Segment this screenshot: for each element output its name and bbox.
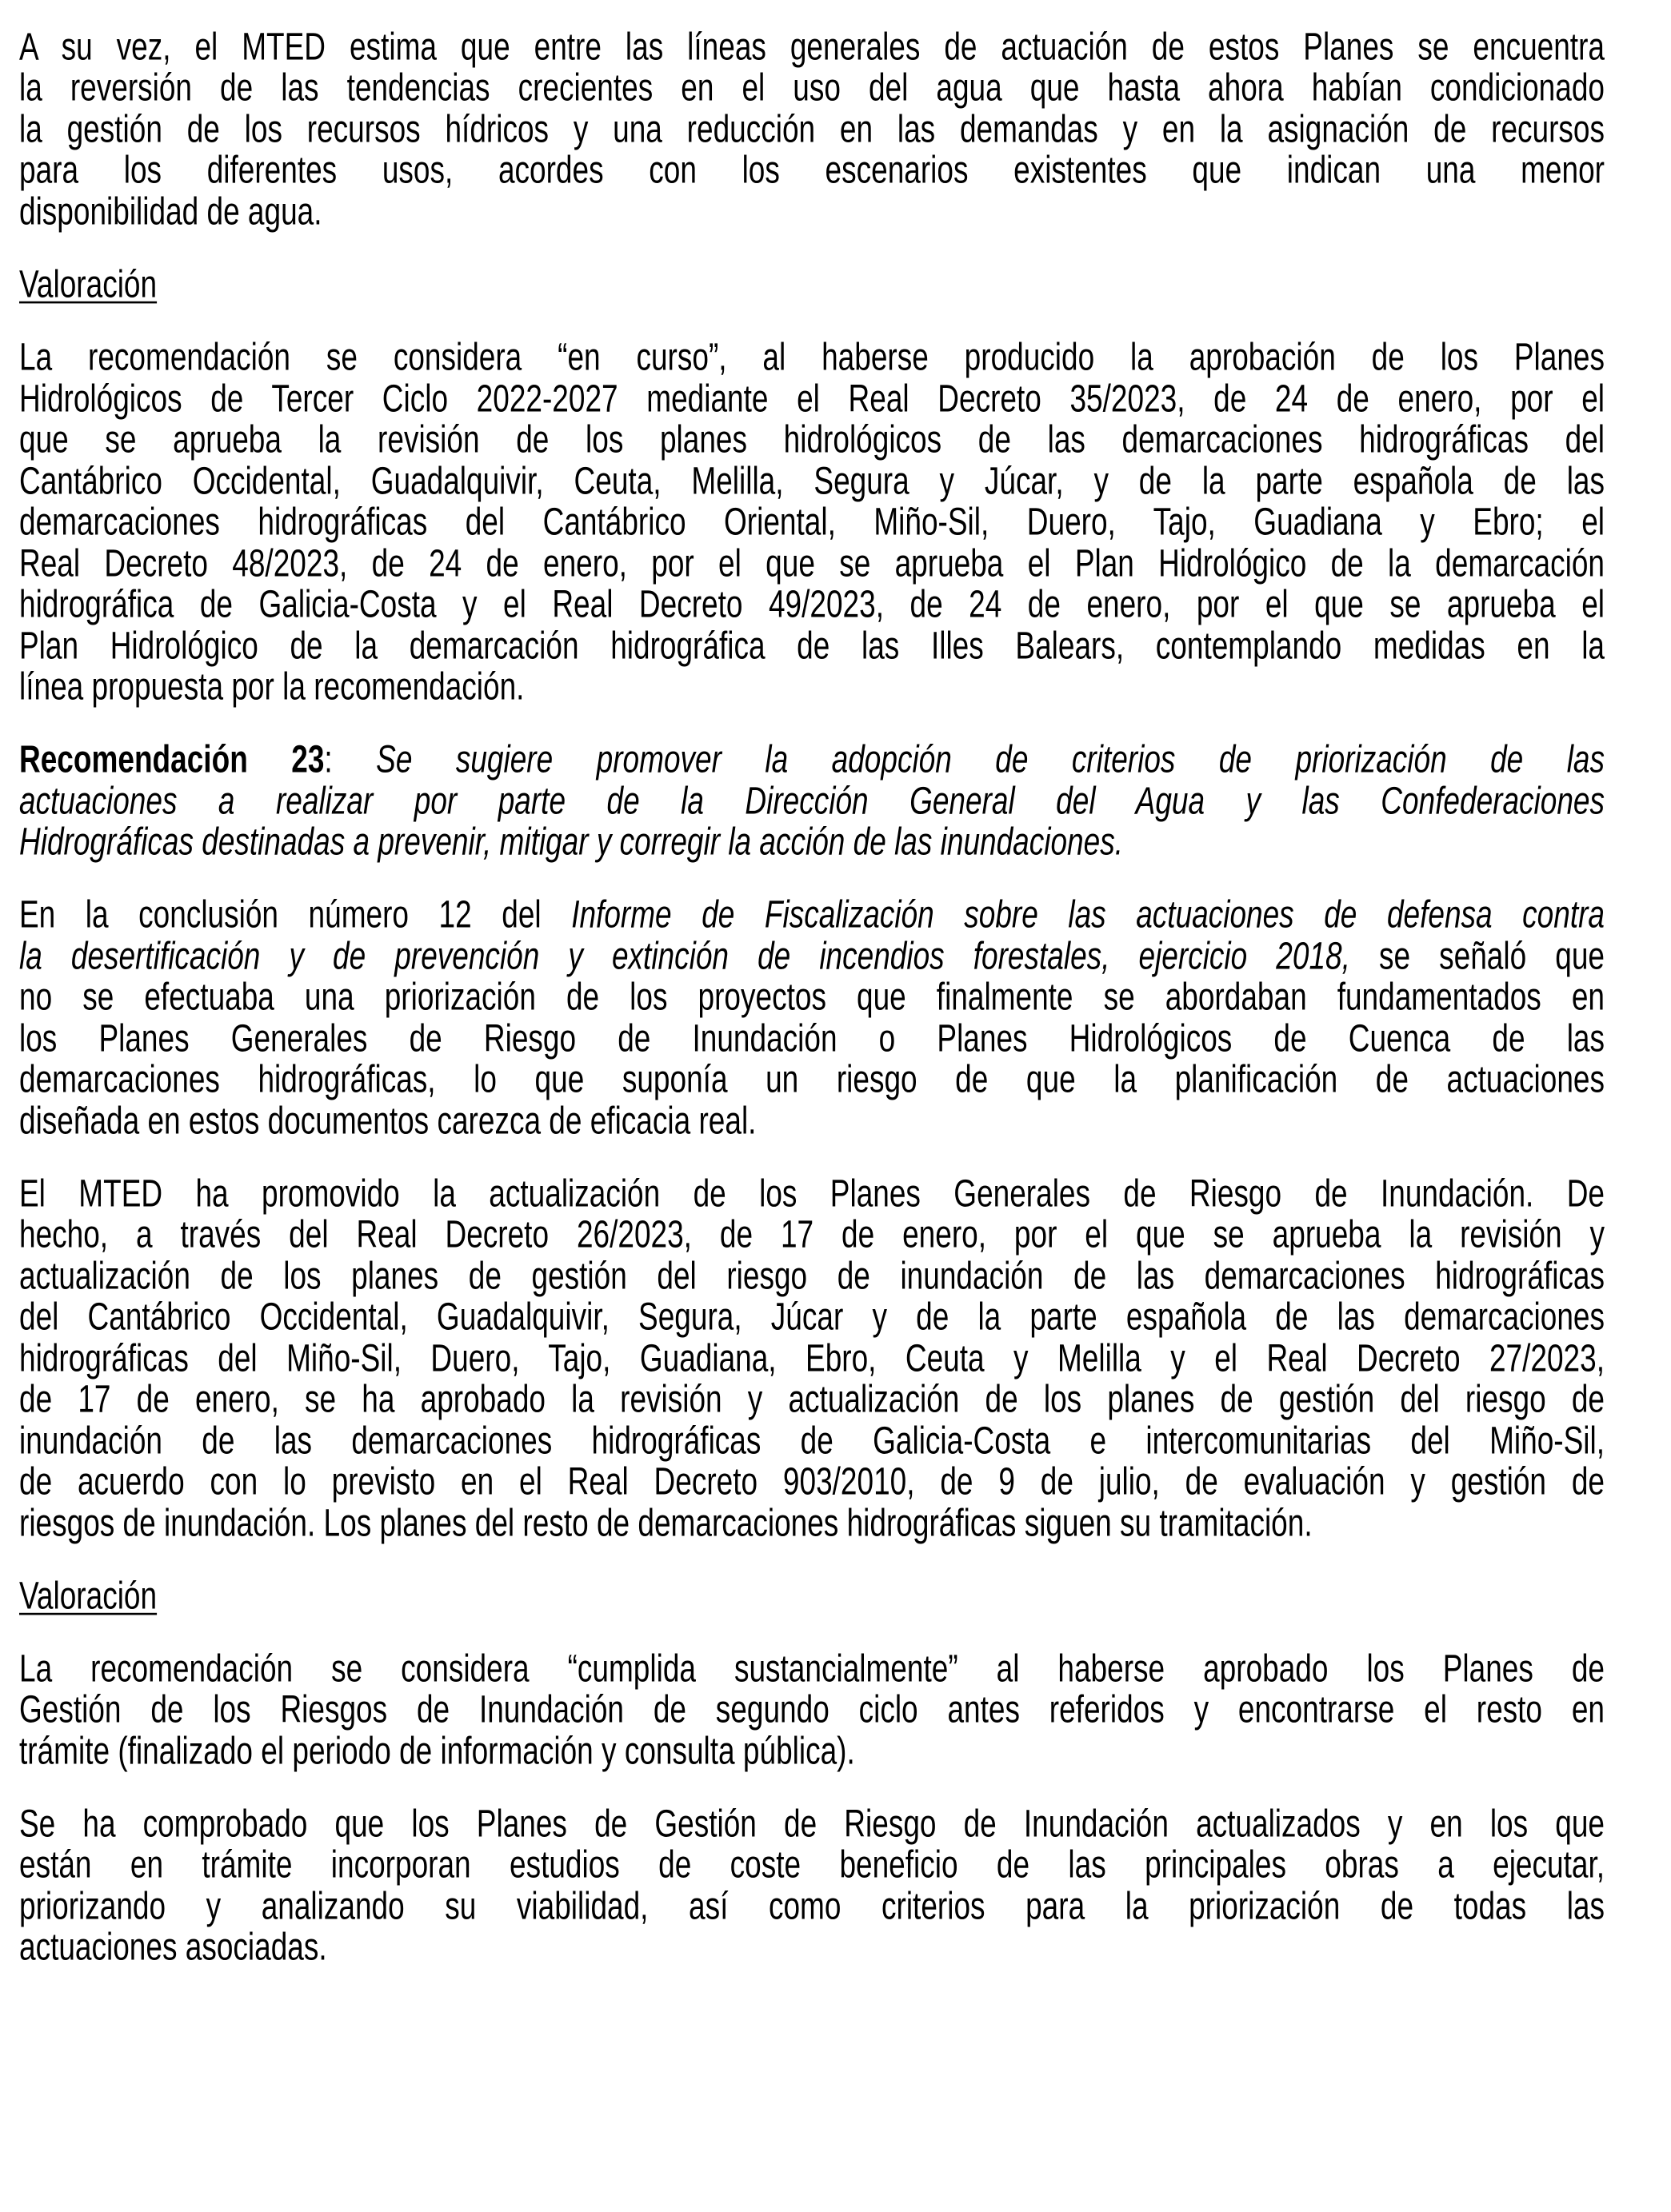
text-line bbox=[19, 1803, 1605, 1844]
text: no se efectuaba una priorización de los proyectos que finalmente se abordaban fundamentados en bbox=[19, 975, 1605, 1019]
text: Hidrológicos de Tercer Ciclo 2022-2027 mediante el Real Decreto 35/2023, de 24 de enero, por el bbox=[19, 377, 1605, 420]
text: La recomendación se considera “cumplida sustancialmente” al haberse aprobado los Planes de bbox=[19, 1647, 1605, 1690]
text-line bbox=[19, 976, 1605, 1017]
text: hecho, a través del Real Decreto 26/2023, de 17 de enero, por el que se aprueba la revisión y bbox=[19, 1212, 1605, 1256]
text: El MTED ha promovido la actualización de los Planes Generales de Riesgo de Inundación. De bbox=[19, 1172, 1605, 1215]
document-page bbox=[19, 26, 1605, 1999]
text: de 17 de enero, se ha aprobado la revisión y actualización de los planes de gestión del riesgo de bbox=[19, 1377, 1605, 1421]
text-line bbox=[19, 584, 1605, 625]
text-line bbox=[19, 1296, 1605, 1337]
text-line bbox=[19, 461, 1605, 501]
text-line bbox=[19, 1059, 1605, 1100]
text: del Cantábrico Occidental, Guadalquivir, Segura, Júcar y de la parte española de las demarcaciones bbox=[19, 1295, 1605, 1339]
italic-text: Se sugiere promover la adopción de criterios de priorización de las bbox=[376, 737, 1605, 781]
text: los Planes Generales de Riesgo de Inundación o Planes Hidrológicos de Cuenca de las bbox=[19, 1016, 1605, 1060]
text-line bbox=[19, 378, 1605, 419]
section-heading bbox=[19, 262, 1605, 306]
text-line bbox=[19, 1420, 1605, 1461]
text-line bbox=[19, 625, 1605, 666]
text-line bbox=[19, 1338, 1605, 1379]
text: la reversión de las tendencias crecientes en el uso del agua que hasta ahora habían condicionado bbox=[19, 66, 1605, 110]
text: riesgos de inundación. Los planes del resto de demarcaciones hidrográficas siguen su tramitación. bbox=[19, 1501, 1313, 1544]
underlined-heading: Valoración bbox=[19, 262, 158, 306]
text-line bbox=[19, 936, 1605, 976]
text: la gestión de los recursos hídricos y una reducción en las demandas y en la asignación de recursos bbox=[19, 107, 1605, 150]
text: Real Decreto 48/2023, de 24 de enero, por el que se aprueba el Plan Hidrológico de la demarcación bbox=[19, 541, 1605, 585]
text-line bbox=[19, 821, 1605, 862]
text-line bbox=[19, 1461, 1605, 1502]
text: demarcaciones hidrográficas del Cantábrico Oriental, Miño-Sil, Duero, Tajo, Guadiana y Ebro; el bbox=[19, 500, 1605, 544]
paragraph bbox=[19, 1802, 1605, 1969]
italic-text: la desertificación y de prevención y extinción de incendios forestales, ejercicio 2018, bbox=[19, 934, 1350, 977]
text: disponibilidad de agua. bbox=[19, 190, 322, 233]
text-line bbox=[19, 264, 1605, 305]
text: actuaciones asociadas. bbox=[19, 1925, 327, 1969]
paragraph bbox=[19, 1172, 1605, 1544]
text: línea propuesta por la recomendación. bbox=[19, 665, 525, 708]
text-line bbox=[19, 1018, 1605, 1059]
text: trámite (finalizado el periodo de información y consulta pública). bbox=[19, 1729, 855, 1772]
text-line bbox=[19, 666, 1605, 707]
text: Plan Hidrológico de la demarcación hidrográfica de las Illes Balears, contemplando medidas en la bbox=[19, 624, 1605, 667]
text-line bbox=[19, 419, 1605, 460]
text-line bbox=[19, 1100, 1605, 1141]
text: de acuerdo con lo previsto en el Real Decreto 903/2010, de 9 de julio, de evaluación y gestión de bbox=[19, 1459, 1605, 1503]
text: están en trámite incorporan estudios de coste beneficio de las principales obras a ejecutar, bbox=[19, 1843, 1605, 1887]
text: Gestión de los Riesgos de Inundación de segundo ciclo antes referidos y encontrarse el resto en bbox=[19, 1687, 1605, 1731]
text: En la conclusión número 12 del bbox=[19, 892, 572, 936]
text: La recomendación se considera “en curso”, al haberse producido la aprobación de los Planes bbox=[19, 335, 1605, 379]
text: diseñada en estos documentos carezca de eficacia real. bbox=[19, 1099, 757, 1142]
paragraph bbox=[19, 737, 1605, 864]
text-line bbox=[19, 1886, 1605, 1927]
text-line bbox=[19, 1927, 1605, 1967]
text-line bbox=[19, 1214, 1605, 1255]
italic-text: Informe de Fiscalización sobre las actuaciones de defensa contra bbox=[571, 892, 1605, 936]
text-line bbox=[19, 1689, 1605, 1730]
text: actualización de los planes de gestión del riesgo de inundación de las demarcaciones hidrográficas bbox=[19, 1254, 1605, 1297]
section-heading bbox=[19, 1574, 1605, 1617]
paragraph bbox=[19, 892, 1605, 1142]
text: para los diferentes usos, acordes con los escenarios existentes que indican una menor bbox=[19, 149, 1605, 192]
italic-text: actuaciones a realizar por parte de la Dirección General del Agua y las Confederaciones bbox=[19, 779, 1605, 822]
text: priorizando y analizando su viabilidad, así como criterios para la priorización de todas las bbox=[19, 1884, 1605, 1927]
text: que se aprueba la revisión de los planes hidrológicos de las demarcaciones hidrográficas del bbox=[19, 417, 1605, 461]
italic-text: Hidrográficas destinadas a prevenir, mitigar y corregir la acción de las inundaciones. bbox=[19, 820, 1123, 864]
text: Se ha comprobado que los Planes de Gestión de Riesgo de Inundación actualizados y en los que bbox=[19, 1802, 1605, 1845]
text-line bbox=[19, 67, 1605, 108]
text-line bbox=[19, 1575, 1605, 1616]
text-line bbox=[19, 1503, 1605, 1543]
text: A su vez, el MTED estima que entre las líneas generales de actuación de estos Planes se encuentra bbox=[19, 25, 1605, 68]
text-line bbox=[19, 1379, 1605, 1419]
text-line bbox=[19, 1731, 1605, 1771]
text-line bbox=[19, 501, 1605, 542]
text-line bbox=[19, 543, 1605, 584]
text-line bbox=[19, 26, 1605, 67]
text-line bbox=[19, 781, 1605, 821]
text-line bbox=[19, 337, 1605, 377]
bold-text: Recomendación 23 bbox=[19, 737, 325, 781]
paragraph bbox=[19, 335, 1605, 708]
text-line bbox=[19, 1844, 1605, 1885]
text-line bbox=[19, 1256, 1605, 1296]
text-line bbox=[19, 1173, 1605, 1214]
text: se señaló que bbox=[1349, 934, 1605, 977]
paragraph bbox=[19, 25, 1605, 233]
text-line bbox=[19, 894, 1605, 935]
text: Cantábrico Occidental, Guadalquivir, Ceuta, Melilla, Segura y Júcar, y de la parte española de las bbox=[19, 459, 1605, 502]
text-line bbox=[19, 1648, 1605, 1689]
paragraph bbox=[19, 1647, 1605, 1772]
underlined-heading: Valoración bbox=[19, 1574, 158, 1617]
text-line bbox=[19, 739, 1605, 780]
text-line bbox=[19, 109, 1605, 150]
text: demarcaciones hidrográficas, lo que suponía un riesgo de que la planificación de actuaciones bbox=[19, 1057, 1605, 1101]
text-line bbox=[19, 191, 1605, 232]
text-line bbox=[19, 150, 1605, 190]
text: hidrográficas del Miño-Sil, Duero, Tajo, Guadiana, Ebro, Ceuta y Melilla y el Real Decreto 27/2023, bbox=[19, 1336, 1605, 1380]
text: inundación de las demarcaciones hidrográficas de Galicia-Costa e intercomunitarias del Miño-Sil, bbox=[19, 1419, 1605, 1462]
text: : bbox=[324, 737, 377, 781]
text: hidrográfica de Galicia-Costa y el Real Decreto 49/2023, de 24 de enero, por el que se aprueba el bbox=[19, 582, 1605, 626]
